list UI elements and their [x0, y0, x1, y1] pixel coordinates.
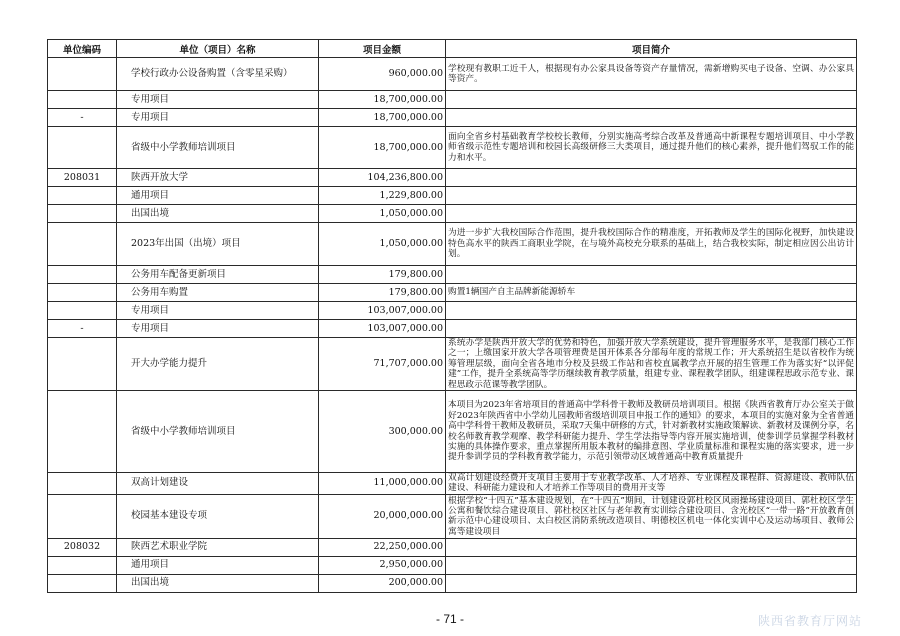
- cell-description: [446, 538, 857, 556]
- cell-amount: 11,000,000.00: [319, 473, 446, 495]
- table-row: [48, 205, 857, 223]
- table-row: [48, 494, 857, 538]
- cell-project-name: 双高计划建设: [117, 473, 319, 495]
- table-row: [48, 284, 857, 302]
- header-code: 单位编码: [48, 40, 117, 58]
- cell-unit-code: [48, 266, 117, 284]
- cell-unit-code: [48, 187, 117, 205]
- cell-amount: 1,229,800.00: [319, 187, 446, 205]
- table-header-row: [48, 40, 857, 58]
- cell-project-name: 2023年出国（出境）项目: [117, 223, 319, 266]
- cell-project-name: 省级中小学教师培训项目: [117, 127, 319, 169]
- header-desc: 项目简介: [446, 40, 857, 58]
- cell-amount: 18,700,000.00: [319, 109, 446, 127]
- cell-description: [446, 574, 857, 592]
- cell-amount: 103,007,000.00: [319, 302, 446, 320]
- cell-description: [446, 205, 857, 223]
- cell-description: 本项目为2023年省培项目的普通高中学科骨干教师及教研员培训项目。根据《陕西省教育厅办公室关于做好2023年陕西省中小学幼儿园教师省级培训项目申报工作的通知》的要求，本项目的实施对象为全省普通高中学科骨干教师及教研员，采取7天集中研修的方式，针对新教材实施政策解读、新教材及课例分享，名校名师教育教学观摩、教学科研能力提升、学生学法指导等内容开展实施培训，使参训学员掌握学科教材实施的具体操作要求，重点掌握所用版本教材的编排意图、学业质量标准和课程实施的落实要求，进一步提升参训学员的学科教育教学能力，示范引领带动区域普通高中教育质量提升: [446, 391, 857, 473]
- table-row: [48, 391, 857, 473]
- cell-project-name: 专用项目: [117, 320, 319, 338]
- cell-unit-code: [48, 205, 117, 223]
- cell-description: [446, 187, 857, 205]
- cell-amount: 20,000,000.00: [319, 494, 446, 538]
- cell-project-name: 公务用车配备更新项目: [117, 266, 319, 284]
- cell-project-name: 省级中小学教师培训项目: [117, 391, 319, 473]
- cell-unit-code: [48, 494, 117, 538]
- cell-unit-code: [48, 91, 117, 109]
- cell-description: 购置1辆国产自主品牌新能源轿车: [446, 284, 857, 302]
- cell-project-name: 公务用车购置: [117, 284, 319, 302]
- cell-unit-code: [48, 127, 117, 169]
- cell-unit-code: [48, 338, 117, 391]
- cell-unit-code: [48, 473, 117, 495]
- table-row: [48, 187, 857, 205]
- cell-project-name: 学校行政办公设备购置（含零星采购）: [117, 58, 319, 91]
- cell-description: 双高计划建设经费开支项目主要用于专业教学改革、人才培养、专业课程及课程群、资源建设、教师队伍建设、科研能力建设和人才培养工作等项目的费用开支等: [446, 473, 857, 495]
- cell-project-name: 专用项目: [117, 109, 319, 127]
- cell-amount: 179,800.00: [319, 266, 446, 284]
- table-row: [48, 320, 857, 338]
- table-row: [48, 473, 857, 495]
- table-row: [48, 127, 857, 169]
- cell-amount: 18,700,000.00: [319, 91, 446, 109]
- cell-description: [446, 556, 857, 574]
- cell-description: 为进一步扩大我校国际合作范围，提升我校国际合作的精准度，开拓教师及学生的国际化视野，加快建设特色高水平的陕西工商职业学院，在与境外高校充分联系的基础上，结合我校实际，制定相应因公出访计划。: [446, 223, 857, 266]
- header-amount: 项目金额: [319, 40, 446, 58]
- cell-unit-code: [48, 556, 117, 574]
- cell-description: [446, 169, 857, 187]
- cell-unit-code: [48, 574, 117, 592]
- cell-project-name: 陕西艺术职业学院: [117, 538, 319, 556]
- table-body: [48, 58, 857, 593]
- cell-amount: 71,707,000.00: [319, 338, 446, 391]
- cell-amount: 960,000.00: [319, 58, 446, 91]
- cell-unit-code: -: [48, 320, 117, 338]
- table-row: [48, 109, 857, 127]
- table-row: [48, 58, 857, 91]
- cell-amount: 104,236,800.00: [319, 169, 446, 187]
- cell-amount: 103,007,000.00: [319, 320, 446, 338]
- cell-project-name: 开大办学能力提升: [117, 338, 319, 391]
- cell-amount: 200,000.00: [319, 574, 446, 592]
- table-row: [48, 223, 857, 266]
- table-row: [48, 169, 857, 187]
- cell-unit-code: 208032: [48, 538, 117, 556]
- cell-description: [446, 302, 857, 320]
- table-row: [48, 338, 857, 391]
- table-row: [48, 538, 857, 556]
- cell-description: 面向全省乡村基础教育学校校长教师，分别实施高考综合改革及普通高中新课程专题培训项目、中小学教师省级示范性专题培训和校园长高级研修三大类项目，通过提升他们的核心素养，提升他们驾驭工作的能力和水平。: [446, 127, 857, 169]
- table-row: [48, 302, 857, 320]
- cell-amount: 1,050,000.00: [319, 205, 446, 223]
- budget-table: [47, 39, 857, 593]
- page-number: - 71 -: [435, 612, 464, 626]
- table-row: [48, 266, 857, 284]
- cell-description: 根据学校“十四五”基本建设规划，在“十四五”期间，计划建设郭杜校区风雨操场建设项目、郭杜校区学生公寓和餐饮综合建设项目、郭杜校区社区与老年教育实训综合建设项目、含光校区“一带一路”开放教育创新示范中心建设项目、太白校区消防系统改造项目、明德校区机电一体化实训中心及运动场项目、教师公寓等建设项目: [446, 494, 857, 538]
- cell-description: 系统办学是陕西开放大学的优势和特色，加强开放大学系统建设，提升管理服务水平，是我部门核心工作之一；上缴国家开放大学各项管理费是国开体系各分部每年度的常规工作；开大系统招生是以省校作为统筹管理层级，面向全省各地市分校及县级工作站和省校直属教学点开展的招生管理工作为落实好“以评促建”工作，提升全系统高等学历继续教育教学质量，组建专业、课程教学团队，组建课程思政示范专业、课程思政示范课等教学团队。: [446, 338, 857, 391]
- cell-amount: 18,700,000.00: [319, 127, 446, 169]
- cell-amount: 1,050,000.00: [319, 223, 446, 266]
- cell-description: 学校现有教职工近千人，根据现有办公家具设备等资产存量情况，需新增购买电子设备、空调、办公家具等资产。: [446, 58, 857, 91]
- cell-project-name: 出国出境: [117, 205, 319, 223]
- cell-unit-code: -: [48, 109, 117, 127]
- cell-project-name: 专用项目: [117, 91, 319, 109]
- cell-description: [446, 266, 857, 284]
- cell-unit-code: [48, 223, 117, 266]
- cell-description: [446, 320, 857, 338]
- cell-unit-code: [48, 302, 117, 320]
- cell-amount: 179,800.00: [319, 284, 446, 302]
- cell-project-name: 专用项目: [117, 302, 319, 320]
- cell-unit-code: [48, 58, 117, 91]
- cell-description: [446, 109, 857, 127]
- site-watermark: 陕西省教育厅网站: [758, 614, 863, 628]
- cell-description: [446, 91, 857, 109]
- cell-project-name: 陕西开放大学: [117, 169, 319, 187]
- cell-project-name: 校园基本建设专项: [117, 494, 319, 538]
- table-row: [48, 91, 857, 109]
- cell-amount: 22,250,000.00: [319, 538, 446, 556]
- cell-project-name: 通用项目: [117, 187, 319, 205]
- cell-project-name: 出国出境: [117, 574, 319, 592]
- cell-amount: 300,000.00: [319, 391, 446, 473]
- table-row: [48, 574, 857, 592]
- cell-unit-code: 208031: [48, 169, 117, 187]
- cell-project-name: 通用项目: [117, 556, 319, 574]
- header-name: 单位（项目）名称: [117, 40, 319, 58]
- cell-unit-code: [48, 284, 117, 302]
- cell-unit-code: [48, 391, 117, 473]
- cell-amount: 2,950,000.00: [319, 556, 446, 574]
- table-row: [48, 556, 857, 574]
